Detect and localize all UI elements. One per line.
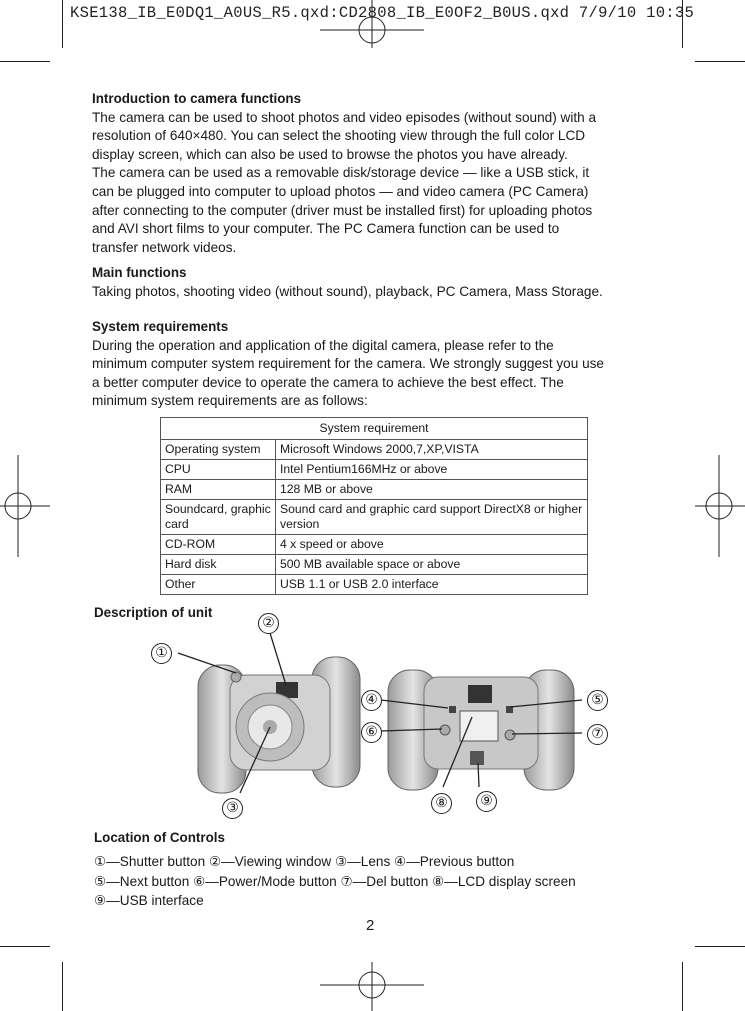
table-row [161,535,588,555]
system-req-line: minimum computer system requirement for the camera. We strongly suggest you use [92,356,604,372]
table-cell-value: Sound card and graphic card support DirectX8 or higher version [276,500,588,535]
callout-3: ③ [222,798,243,819]
table-cell-key: Hard disk [161,555,276,575]
table-cell-key: CD-ROM [161,535,276,555]
intro-line: and AVI short films to your computer. The PC Camera function can be used to [92,221,560,237]
table-header-row [161,418,588,440]
callout-9: ⑨ [476,791,497,812]
table-cell-key: Operating system [161,440,276,460]
table-row [161,460,588,480]
table-cell-value: Intel Pentium166MHz or above [276,460,588,480]
table-cell-key: RAM [161,480,276,500]
system-req-line: minimum system requirements are as follows: [92,393,368,409]
file-slug-header: KSE138_IB_E0DQ1_A0US_R5.qxd:CD2808_IB_E0OF2_B0US.qxd 7/9/10 10:35 [70,4,695,22]
location-line: ⑤—Next button ⑥—Power/Mode button ⑦—Del button ⑧—LCD display screen [94,874,576,889]
callout-6: ⑥ [361,722,382,743]
callout-8: ⑧ [431,793,452,814]
main-functions-section [92,264,662,301]
callout-2: ② [258,613,279,634]
table-cell-key: CPU [161,460,276,480]
callout-1: ① [151,643,172,664]
camera-front [198,657,360,793]
location-title: Location of Controls [94,830,225,845]
callout-4: ④ [361,690,382,711]
callout-7: ⑦ [587,724,608,745]
table-row [161,440,588,460]
table-row [161,480,588,500]
intro-line: resolution of 640×480. You can select the shooting view through the full color LCD [92,128,586,144]
table-cell-value: 4 x speed or above [276,535,588,555]
table-cell-key: Other [161,575,276,595]
table-row [161,555,588,575]
intro-title: Introduction to camera functions [92,91,302,106]
table-cell-key: Soundcard, graphic card [161,500,276,535]
system-req-section [92,318,662,411]
callout-5: ⑤ [587,690,608,711]
intro-section [92,90,662,257]
location-line: ⑨—USB interface [94,893,204,908]
table-row [161,575,588,595]
table-header: System requirement [161,418,588,440]
intro-line: The camera can be used as a removable disk/storage device — like a USB stick, it [92,165,590,181]
location-line: ①—Shutter button ②—Viewing window ③—Lens ④—Previous button [94,854,515,869]
system-req-title: System requirements [92,319,229,334]
table-cell-value: 128 MB or above [276,480,588,500]
intro-line: The camera can be used to shoot photos and video episodes (without sound) with a [92,109,597,125]
table-cell-value: USB 1.1 or USB 2.0 interface [276,575,588,595]
description-title: Description of unit [94,605,213,620]
camera-illustration [150,615,620,815]
system-req-line: During the operation and application of the digital camera, please refer to the [92,337,554,353]
intro-line: transfer network videos. [92,239,237,255]
system-requirement-table [160,417,588,595]
table-row [161,500,588,535]
system-req-line: a better computer device to operate the camera to achieve the best effect. The [92,374,564,390]
table-cell-value: 500 MB available space or above [276,555,588,575]
page-number: 2 [366,917,375,934]
intro-line: after connecting to the computer (driver must be installed first) for uploading photos [92,202,593,218]
table-cell-value: Microsoft Windows 2000,7,XP,VISTA [276,440,588,460]
intro-line: can be plugged into computer to upload photos — and video camera (PC Camera) [92,183,589,199]
main-functions-text: Taking photos, shooting video (without sound), playback, PC Camera, Mass Storage. [92,283,603,299]
intro-line: display screen, which can also be used to browse the photos you have already. [92,146,568,162]
main-functions-title: Main functions [92,265,187,280]
